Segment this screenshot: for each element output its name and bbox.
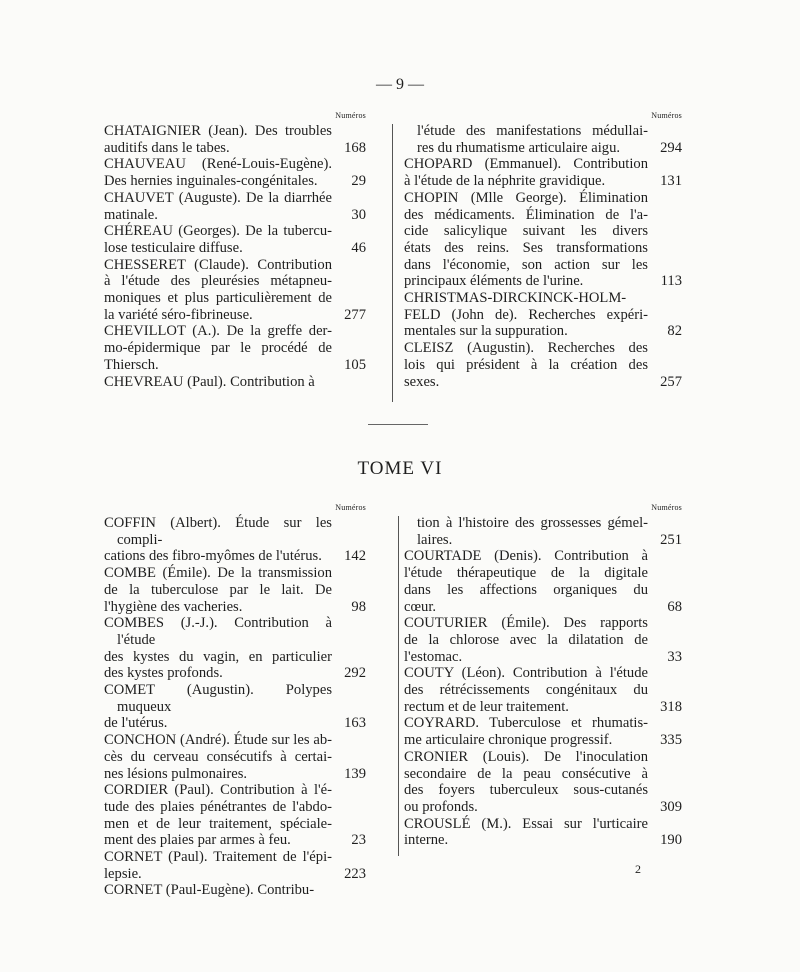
entry-list (104, 123, 366, 390)
entry-line: de la chlorose avec la dilatation de (404, 631, 648, 648)
entry-list (404, 515, 682, 849)
entry-line: CONCHON (André). Étude sur les ab- (104, 732, 332, 749)
entry-line: dans l'économie, son action sur les (404, 256, 648, 273)
numeros-header: Numéros (335, 503, 366, 512)
entry-line: CHOPIN (Mlle George). Élimination (404, 189, 648, 206)
column-divider (392, 124, 393, 402)
entry-number: 98 (351, 598, 366, 615)
entry-number: 29 (351, 173, 366, 190)
entry-line: FELD (John de). Recherches expéri- (404, 306, 648, 323)
index-entry (404, 190, 682, 290)
entry-line: CHAUVEAU (René-Louis-Eugène). (104, 156, 332, 173)
entry-line: nes lésions pulmonaires. (104, 765, 248, 782)
entry-line: de l'utérus. (104, 715, 168, 732)
entry-line: moniques et plus particulièrement de (104, 290, 332, 307)
index-entry (404, 816, 682, 849)
entry-line: à l'étude des pleurésies métapneu- (104, 273, 332, 290)
entry-line: CHATAIGNIER (Jean). Des troubles (104, 123, 332, 139)
column-divider (398, 516, 399, 856)
entry-number: 163 (344, 715, 366, 732)
index-entry (104, 849, 366, 882)
entry-number: 168 (344, 139, 366, 156)
entry-number: 309 (660, 798, 682, 815)
entry-line: CHAUVET (Auguste). De la diarrhée (104, 189, 332, 206)
index-entry (104, 223, 366, 256)
entry-number: 113 (660, 273, 682, 290)
index-entry (104, 615, 366, 682)
entry-list (404, 123, 682, 390)
entry-number: 82 (667, 323, 682, 340)
entry-line: tion à l'histoire des grossesses gémel- (417, 515, 648, 531)
entry-line: COMBE (Émile). De la transmission (104, 565, 332, 582)
entry-line: des médicaments. Élimination de l'a- (404, 206, 648, 223)
entry-line: COMBES (J.-J.). Contribution à l'étude (104, 615, 332, 648)
entry-list (104, 515, 366, 899)
index-entry (104, 257, 366, 324)
top-left-column (104, 108, 366, 390)
entry-line: des kystes profonds. (104, 665, 223, 682)
entry-line: l'estomac. (404, 648, 463, 665)
index-entry (404, 615, 682, 665)
entry-line: des rétrécissements congénitaux du (404, 682, 648, 699)
entry-line: res du rhumatisme articulaire aigu. (417, 139, 621, 156)
index-entry (404, 340, 682, 390)
index-entry (104, 190, 366, 223)
entry-line: auditifs dans le tabes. (104, 139, 230, 156)
index-entry (104, 882, 366, 899)
index-entry (104, 156, 366, 189)
entry-number: 30 (351, 206, 366, 223)
entry-number: 33 (667, 648, 682, 665)
entry-line: états des reins. Ses transformations (404, 239, 648, 256)
entry-line: cations des fibro-myômes de l'utérus. (104, 548, 322, 565)
entry-line: Thiersch. (104, 356, 159, 373)
entry-line: sexes. (404, 373, 440, 390)
index-entry (104, 515, 366, 565)
top-right-column (404, 108, 682, 390)
entry-line: CHEVREAU (Paul). Contribution à (104, 373, 315, 390)
numeros-header: Numéros (651, 503, 682, 512)
top-index-block (104, 108, 684, 408)
entry-line: cès du cerveau consécutifs à certai- (104, 748, 332, 765)
entry-number: 105 (344, 356, 366, 373)
entry-number: 139 (344, 765, 366, 782)
entry-line: interne. (404, 832, 449, 849)
tome-title: TOME VI (357, 458, 443, 479)
entry-number: 335 (660, 732, 682, 749)
index-entry (404, 715, 682, 748)
entry-line: matinale. (104, 206, 158, 223)
page-number: — 9 — (376, 76, 424, 93)
index-entry (404, 749, 682, 816)
entry-line: mo-épidermique par le procédé de (104, 340, 332, 357)
entry-line: l'étude des manifestations médullai- (417, 123, 648, 139)
entry-line: l'étude thérapeutique de la digitale (404, 565, 648, 582)
entry-line: COUTURIER (Émile). Des rapports (404, 615, 648, 632)
entry-line: CHEVILLOT (A.). De la greffe der- (104, 323, 332, 340)
entry-line: tude des plaies pénétrantes de l'abdo- (104, 798, 332, 815)
entry-number: 251 (660, 531, 682, 548)
entry-line: dans les affections organiques du (404, 581, 648, 598)
entry-number: 23 (351, 832, 366, 849)
entry-line: CHRISTMAS-DIRCKINCK-HOLM- (404, 290, 627, 307)
entry-line: à l'étude de la néphrite gravidique. (404, 173, 606, 190)
entry-number: 68 (667, 598, 682, 615)
entry-line: de la tuberculose par le lait. De (104, 581, 332, 598)
entry-line: mentales sur la suppuration. (404, 323, 568, 340)
entry-line: COUTY (Léon). Contribution à l'étude (404, 665, 648, 682)
entry-line: CHESSERET (Claude). Contribution (104, 256, 332, 273)
entry-line: COMET (Augustin). Polypes muqueux (104, 682, 332, 715)
entry-line: CORDIER (Paul). Contribution à l'é- (104, 782, 332, 799)
entry-line: COYRARD. Tuberculose et rhumatis- (404, 715, 648, 732)
entry-number: 277 (344, 306, 366, 323)
index-entry (104, 782, 366, 849)
entry-line: principaux éléments de l'urine. (404, 273, 584, 290)
entry-line: laires. (417, 531, 453, 548)
index-entry (404, 665, 682, 715)
entry-number: 223 (344, 865, 366, 882)
entry-number: 257 (660, 373, 682, 390)
entry-line: la variété séro-fibrineuse. (104, 306, 253, 323)
entry-line: cide salicylique suivant les divers (404, 223, 648, 240)
entry-number: 294 (660, 139, 682, 156)
entry-line: des kystes du vagin, en particulier (104, 648, 332, 665)
entry-line: COFFIN (Albert). Étude sur les compli- (104, 515, 332, 548)
index-entry (104, 123, 366, 156)
entry-number: 142 (344, 548, 366, 565)
index-entry (404, 156, 682, 189)
entry-line: CHÉREAU (Georges). De la tubercu- (104, 223, 332, 240)
section-rule (368, 424, 428, 425)
bottom-right-column (404, 500, 682, 849)
index-entry (404, 123, 682, 156)
numeros-header: Numéros (651, 111, 682, 120)
entry-line: secondaire de la peau consécutive à (404, 765, 648, 782)
entry-line: ou profonds. (404, 798, 478, 815)
entry-number: 46 (351, 239, 366, 256)
entry-number: 318 (660, 698, 682, 715)
entry-line: CHOPARD (Emmanuel). Contribution (404, 156, 648, 173)
index-entry (104, 565, 366, 615)
entry-line: COURTADE (Denis). Contribution à (404, 548, 648, 565)
index-entry (404, 290, 682, 340)
entry-line: rectum et de leur traitement. (404, 698, 569, 715)
bottom-index-block (104, 500, 684, 899)
bottom-left-column (104, 500, 366, 899)
index-entry (104, 323, 366, 373)
entry-line: l'hygiène des vacheries. (104, 598, 243, 615)
index-entry (104, 732, 366, 782)
entry-line: me articulaire chronique progressif. (404, 732, 613, 749)
entry-line: CORNET (Paul-Eugène). Contribu- (104, 882, 315, 899)
entry-line: CRONIER (Louis). De l'inoculation (404, 748, 648, 765)
entry-number: 292 (344, 665, 366, 682)
entry-line: cœur. (404, 598, 437, 615)
entry-line: men et de leur traitement, spéciale- (104, 815, 332, 832)
index-entry (104, 682, 366, 732)
entry-line: des foyers tuberculeux sous-cutanés (404, 782, 648, 799)
entry-line: CORNET (Paul). Traitement de l'épi- (104, 849, 332, 866)
entry-line: lepsie. (104, 865, 142, 882)
entry-number: 131 (660, 173, 682, 190)
entry-number: 190 (660, 832, 682, 849)
entry-line: CROUSLÉ (M.). Essai sur l'urticaire (404, 815, 648, 832)
entry-line: lose testiculaire diffuse. (104, 239, 243, 256)
index-entry (104, 374, 366, 391)
numeros-header: Numéros (335, 111, 366, 120)
signature-mark: 2 (635, 862, 641, 876)
index-entry (404, 515, 682, 548)
entry-line: ment des plaies par armes à feu. (104, 832, 291, 849)
entry-line: lois qui président à la création des (404, 356, 648, 373)
index-entry (404, 548, 682, 615)
entry-line: Des hernies inguinales-congénitales. (104, 173, 318, 190)
entry-line: CLEISZ (Augustin). Recherches des (404, 340, 648, 357)
